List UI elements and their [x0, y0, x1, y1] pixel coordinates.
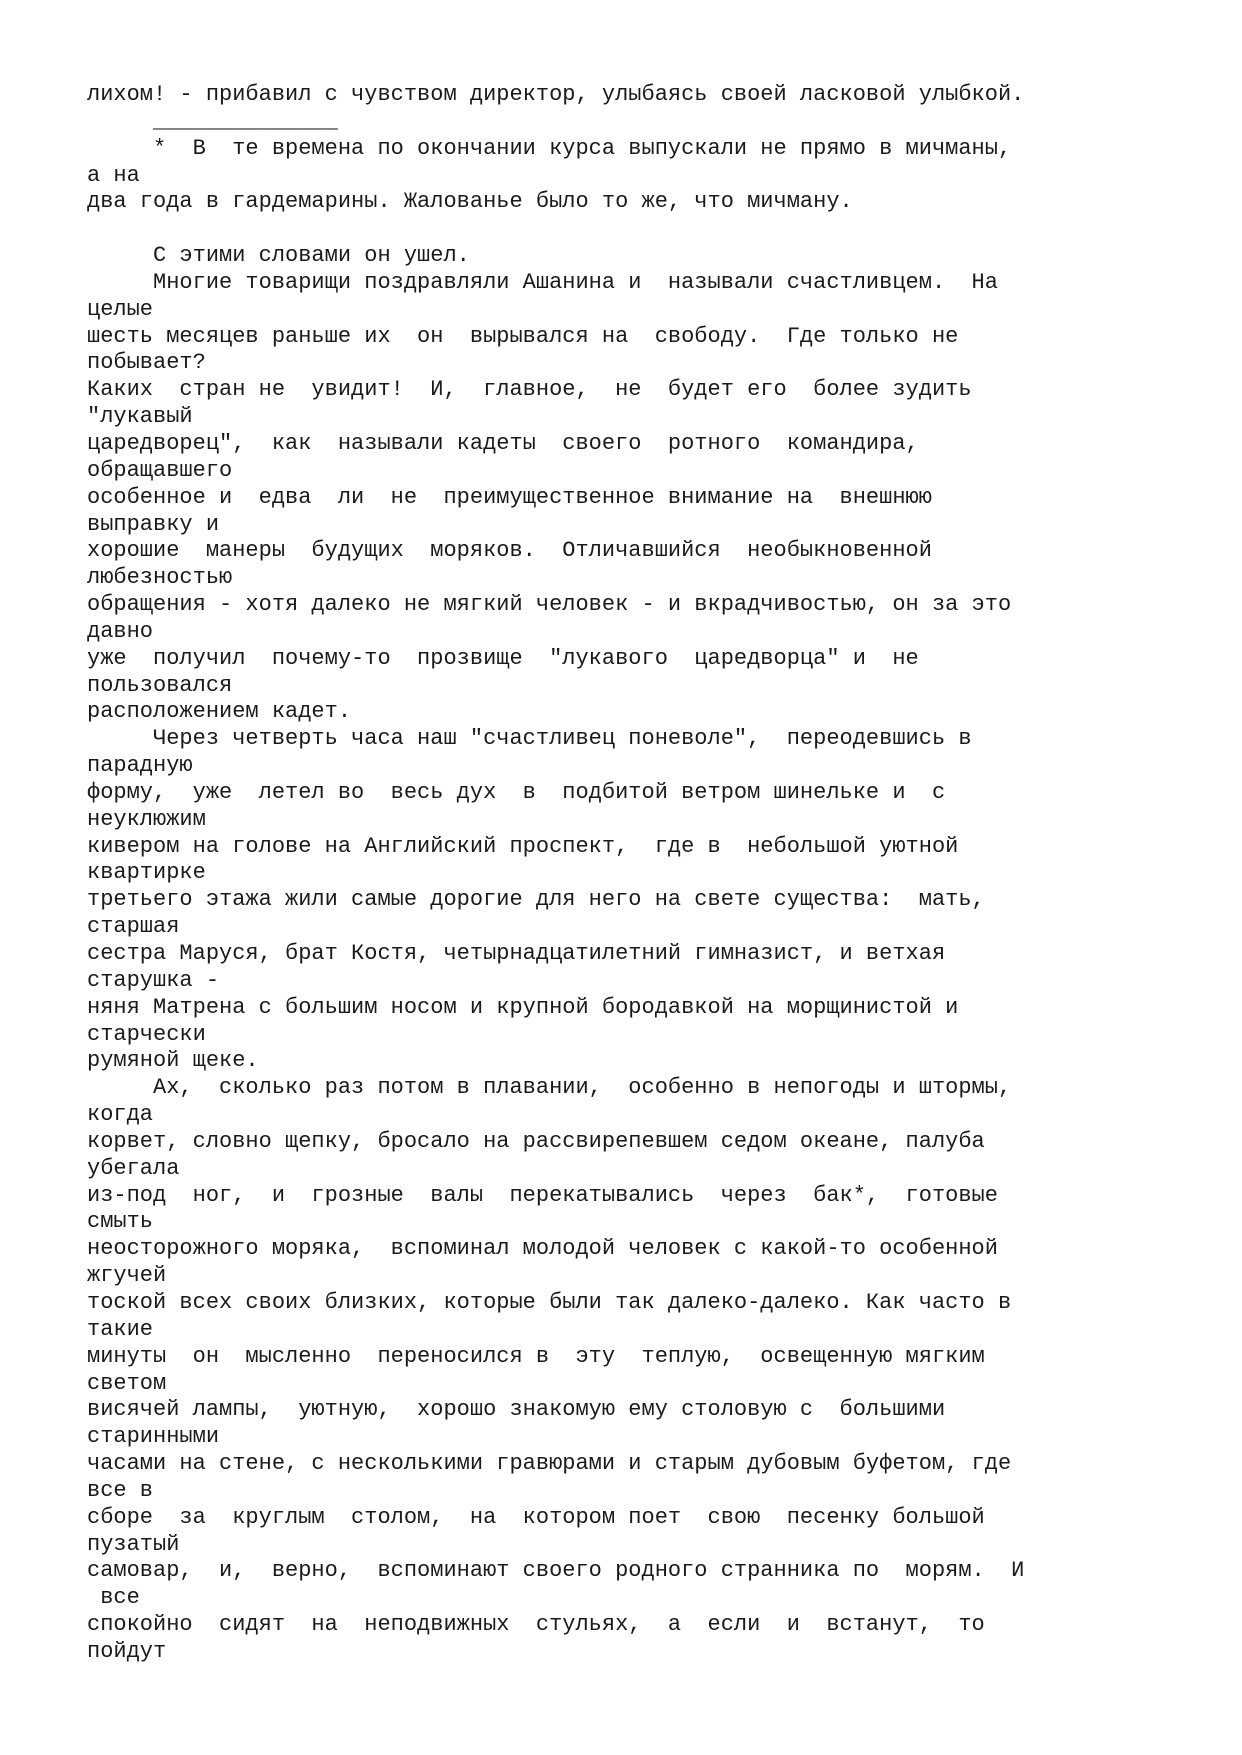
text-line: обращавшего [87, 457, 233, 483]
text-line: давно [87, 618, 154, 644]
text-line: старчески [87, 1021, 206, 1047]
text-line: румяной щеке. [87, 1048, 259, 1074]
text-line: хорошие манеры будущих моряков. Отличавшийся необыкновенной [87, 538, 932, 564]
text-line: тоской всех своих близких, которые были так далеко-далеко. Как часто в [87, 1289, 1012, 1315]
text-line: любезностью [87, 565, 233, 591]
text-line: "лукавый [87, 404, 193, 430]
text-line: * В те времена по окончании курса выпускали не прямо в мичманы, [87, 135, 1012, 161]
text-line: два года в гардемарины. Жалованье было то же, что мичману. [87, 189, 853, 215]
text-line: царедворец", как называли кадеты своего ротного командира, [87, 430, 919, 456]
text-line: С этими словами он ушел. [87, 243, 470, 269]
text-line: часами на стене, с несколькими гравюрами и старым дубовым буфетом, где [87, 1451, 1012, 1477]
text-line: Ах, сколько раз потом в плавании, особенно в непогоды и штормы, [87, 1075, 1012, 1101]
text-line: а на [87, 162, 140, 188]
text-line: лихом! - прибавил с чувством директор, улыбаясь своей ласковой улыбкой. [87, 82, 1025, 107]
text-line: все [87, 1585, 140, 1611]
text-line: из-под ног, и грозные валы перекатывались через бак*, готовые [87, 1182, 998, 1208]
text-line: минуты он мысленно переносился в эту теплую, освещенную мягким [87, 1343, 985, 1369]
text-line: смыть [87, 1209, 154, 1235]
text-line: особенное и едва ли не преимущественное внимание на внешнюю [87, 484, 932, 510]
text-line: убегала [87, 1155, 180, 1181]
text-line: старинными [87, 1424, 220, 1450]
text-line: когда [87, 1102, 154, 1128]
text-line: старушка - [87, 967, 220, 993]
text-line: кивером на голове на Английский проспект, где в небольшой уютной [87, 833, 959, 859]
text-line: парадную [87, 753, 193, 779]
text-line: светом [87, 1370, 167, 1396]
text-line: выправку и [87, 511, 220, 537]
text-line: Через четверть часа наш "счастливец поневоле", переодевшись в [87, 726, 972, 752]
text-line: сборе за круглым столом, на котором поет свою песенку большой [87, 1504, 985, 1530]
text-line: спокойно сидят на неподвижных стульях, а если и встанут, то [87, 1612, 985, 1638]
text-line: сестра Маруся, брат Костя, четырнадцатилетний гимназист, и ветхая [87, 941, 946, 966]
text-line: целые [87, 296, 154, 322]
text-block [87, 82, 1227, 1666]
text-line: такие [87, 1316, 154, 1342]
text-line: ______________ [87, 108, 338, 134]
text-line: Каких стран не увидит! И, главное, не будет его более зудить [87, 377, 972, 403]
text-line: старшая [87, 914, 180, 940]
text-line: няня Матрена с большим носом и крупной бородавкой на морщинистой и [87, 994, 959, 1020]
text-line: неуклюжим [87, 806, 206, 832]
text-line: форму, уже летел во весь дух в подбитой ветром шинельке и с [87, 779, 946, 805]
text-line: квартирке [87, 860, 206, 886]
text-line: самовар, и, верно, вспоминают своего родного странника по морям. И [87, 1558, 1025, 1584]
text-line: корвет, словно щепку, бросало на рассвирепевшем седом океане, палуба [87, 1128, 985, 1154]
text-line: третьего этажа жили самые дорогие для него на свете существа: мать, [87, 887, 985, 913]
text-line: все в [87, 1477, 154, 1503]
text-line: уже получил почему-то прозвище "лукавого царедворца" и не [87, 645, 919, 671]
text-line: обращения - хотя далеко не мягкий человек - и вкрадчивостью, он за это [87, 592, 1012, 618]
text-line: висячей лампы, уютную, хорошо знакомую ему столовую с большими [87, 1397, 946, 1423]
text-line: жгучей [87, 1263, 167, 1289]
text-line: Многие товарищи поздравляли Ашанина и называли счастливцем. На [87, 269, 998, 295]
text-line [87, 216, 1227, 243]
text-line: пойдут [87, 1638, 167, 1664]
text-line: пользовался [87, 672, 233, 698]
text-line: расположением кадет. [87, 699, 352, 725]
text-line: пузатый [87, 1531, 180, 1557]
text-line: побывает? [87, 350, 206, 376]
text-line: неосторожного моряка, вспоминал молодой человек с какой-то особенной [87, 1236, 998, 1262]
text-line: шесть месяцев раньше их он вырывался на свободу. Где только не [87, 323, 959, 349]
